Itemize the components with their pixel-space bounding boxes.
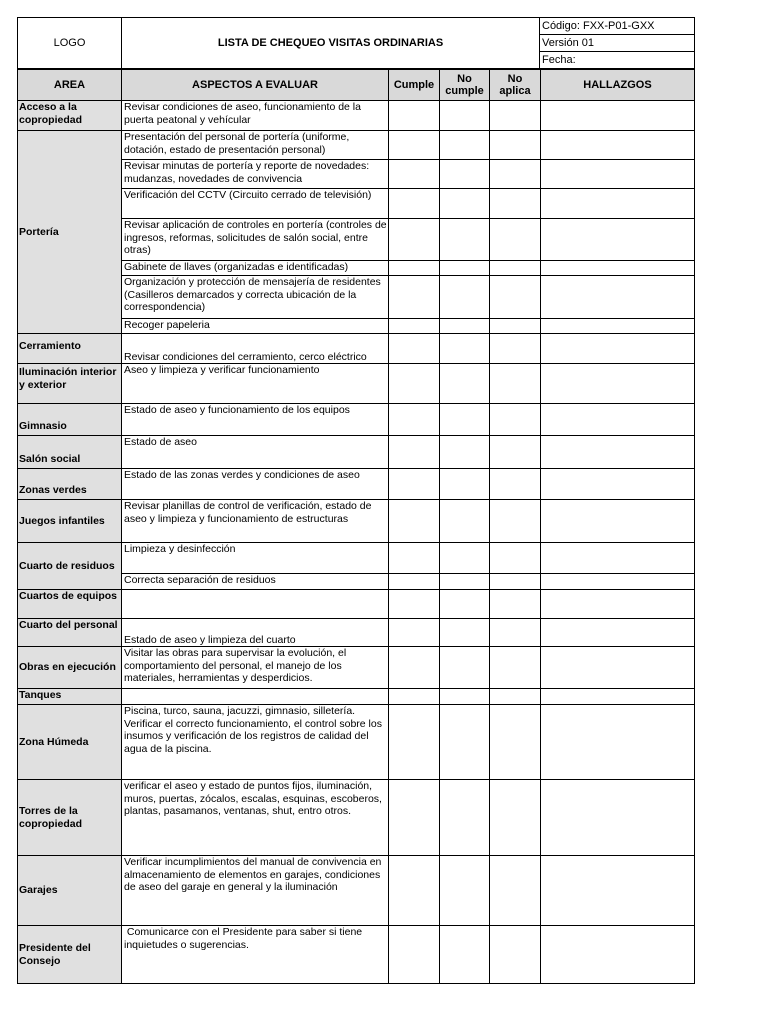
no-aplica-cell[interactable]: [490, 101, 541, 131]
no-cumple-cell[interactable]: [440, 364, 490, 404]
area-juegos-infantiles: Juegos infantiles: [18, 500, 122, 543]
area-zona-humeda: Zona Húmeda: [18, 705, 122, 780]
aspect-porteria-1: Presentación del personal de portería (uniforme, dotación, estado de presentación personal): [122, 131, 389, 160]
aspect-cerramiento-1: Revisar condiciones del cerramiento, cerco eléctrico: [122, 334, 389, 364]
no-aplica-cell[interactable]: [490, 689, 541, 705]
hallazgos-cell[interactable]: [541, 334, 695, 364]
no-aplica-cell[interactable]: [490, 926, 541, 984]
no-aplica-cell[interactable]: [490, 500, 541, 543]
hallazgos-cell[interactable]: [541, 469, 695, 500]
no-cumple-cell[interactable]: [440, 436, 490, 469]
table-row: [18, 780, 695, 856]
hallazgos-cell[interactable]: [541, 926, 695, 984]
hallazgos-cell[interactable]: [541, 131, 695, 160]
no-cumple-cell[interactable]: [440, 705, 490, 780]
no-cumple-cell[interactable]: [440, 590, 490, 619]
logo-placeholder: LOGO: [18, 18, 122, 69]
table-row: [18, 469, 695, 500]
hallazgos-cell[interactable]: [541, 856, 695, 926]
no-aplica-cell[interactable]: [490, 334, 541, 364]
no-aplica-cell[interactable]: [490, 219, 541, 261]
table-row: [18, 364, 695, 404]
aspect-torres-1: verificar el aseo y estado de puntos fijos, iluminación, muros, puertas, zócalos, escalas, esquinas, escoberos, plantas, pasamanos, ventanas, shut, entro otros.: [122, 780, 389, 856]
cumple-cell[interactable]: [389, 647, 440, 689]
no-aplica-cell[interactable]: [490, 364, 541, 404]
hallazgos-cell[interactable]: [541, 619, 695, 647]
area-garajes: Garajes: [18, 856, 122, 926]
hallazgos-cell[interactable]: [541, 689, 695, 705]
hallazgos-cell[interactable]: [541, 404, 695, 436]
no-cumple-cell[interactable]: [440, 160, 490, 189]
no-cumple-cell[interactable]: [440, 689, 490, 705]
hallazgos-cell[interactable]: [541, 543, 695, 574]
area-cuarto-residuos: Cuarto de residuos: [18, 543, 122, 590]
cumple-cell[interactable]: [389, 469, 440, 500]
aspect-porteria-6: Organización y protección de mensajería de residentes (Casilleros demarcados y correcta ubicación de la correspondencia): [122, 276, 389, 319]
col-header-hallazgos: HALLAZGOS: [541, 70, 695, 101]
hallazgos-cell[interactable]: [541, 574, 695, 590]
hallazgos-cell[interactable]: [541, 276, 695, 319]
no-aplica-cell[interactable]: [490, 574, 541, 590]
hallazgos-cell[interactable]: [541, 319, 695, 334]
aspect-salon-1: Estado de aseo: [122, 436, 389, 469]
no-cumple-cell[interactable]: [440, 101, 490, 131]
no-cumple-cell[interactable]: [440, 404, 490, 436]
table-row: [18, 926, 695, 984]
table-row: [18, 705, 695, 780]
no-cumple-cell[interactable]: [440, 619, 490, 647]
cumple-cell[interactable]: [389, 500, 440, 543]
area-cerramiento: Cerramiento: [18, 334, 122, 364]
hallazgos-cell[interactable]: [541, 261, 695, 276]
cumple-cell[interactable]: [389, 619, 440, 647]
area-zonas-verdes: Zonas verdes: [18, 469, 122, 500]
no-aplica-cell[interactable]: [490, 131, 541, 160]
table-row: [18, 619, 695, 647]
area-cuartos-equipos: Cuartos de equipos: [18, 590, 122, 619]
table-row: [18, 590, 695, 619]
table-row: [18, 500, 695, 543]
aspect-porteria-4: Revisar aplicación de controles en portería (controles de ingresos, reformas, solicitudes de salón social, entre otras): [122, 219, 389, 261]
table-header-row: [18, 70, 695, 101]
cumple-cell[interactable]: [389, 364, 440, 404]
no-cumple-cell[interactable]: [440, 219, 490, 261]
no-cumple-cell[interactable]: [440, 500, 490, 543]
aspect-obras-1: Visitar las obras para supervisar la evolución, el comportamiento del personal, el manejo de los materiales, herramientas y desperdicios.: [122, 647, 389, 689]
col-header-cumple: Cumple: [389, 70, 440, 101]
no-aplica-cell[interactable]: [490, 705, 541, 780]
col-header-no-cumple: No cumple: [440, 70, 490, 101]
cumple-cell[interactable]: [389, 856, 440, 926]
cumple-cell[interactable]: [389, 780, 440, 856]
table-row: [18, 543, 695, 574]
cumple-cell[interactable]: [389, 334, 440, 364]
cumple-cell[interactable]: [389, 261, 440, 276]
hallazgos-cell[interactable]: [541, 590, 695, 619]
no-aplica-cell[interactable]: [490, 780, 541, 856]
table-row: [18, 334, 695, 364]
no-cumple-cell[interactable]: [440, 543, 490, 574]
document-title: LISTA DE CHEQUEO VISITAS ORDINARIAS: [122, 18, 540, 69]
area-obras-ejecucion: Obras en ejecución: [18, 647, 122, 689]
aspect-porteria-7: Recoger papeleria: [122, 319, 389, 334]
no-cumple-cell[interactable]: [440, 189, 490, 219]
cumple-cell[interactable]: [389, 160, 440, 189]
aspect-acceso-1: Revisar condiciones de aseo, funcionamiento de la puerta peatonal y vehícular: [122, 101, 389, 131]
aspect-zonas-verdes-1: Estado de las zonas verdes y condiciones de aseo: [122, 469, 389, 500]
cumple-cell[interactable]: [389, 319, 440, 334]
hallazgos-cell[interactable]: [541, 364, 695, 404]
area-porteria: Portería: [18, 131, 122, 334]
table-row: [18, 404, 695, 436]
aspect-iluminacion-1: Aseo y limpieza y verificar funcionamiento: [122, 364, 389, 404]
col-header-no-aplica: No aplica: [490, 70, 541, 101]
no-cumple-cell[interactable]: [440, 276, 490, 319]
area-iluminacion: Iluminación interior y exterior: [18, 364, 122, 404]
no-cumple-cell[interactable]: [440, 574, 490, 590]
hallazgos-cell[interactable]: [541, 647, 695, 689]
table-row: [18, 131, 695, 160]
col-header-area: AREA: [18, 70, 122, 101]
aspect-tanques-empty: [122, 689, 389, 705]
hallazgos-cell[interactable]: [541, 219, 695, 261]
no-cumple-cell[interactable]: [440, 856, 490, 926]
no-cumple-cell[interactable]: [440, 780, 490, 856]
area-presidente-consejo: Presidente del Consejo: [18, 926, 122, 984]
area-tanques: Tanques: [18, 689, 122, 705]
no-aplica-cell[interactable]: [490, 404, 541, 436]
area-gimnasio: Gimnasio: [18, 404, 122, 436]
cumple-cell[interactable]: [389, 189, 440, 219]
no-cumple-cell[interactable]: [440, 261, 490, 276]
no-aplica-cell[interactable]: [490, 856, 541, 926]
area-cuarto-personal: Cuarto del personal: [18, 619, 122, 647]
no-cumple-cell[interactable]: [440, 131, 490, 160]
cumple-cell[interactable]: [389, 101, 440, 131]
no-aplica-cell[interactable]: [490, 436, 541, 469]
no-cumple-cell[interactable]: [440, 319, 490, 334]
no-aplica-cell[interactable]: [490, 590, 541, 619]
aspect-personal-1: Estado de aseo y limpieza del cuarto: [122, 619, 389, 647]
cumple-cell[interactable]: [389, 131, 440, 160]
aspect-equipos-empty: [122, 590, 389, 619]
aspect-gimnasio-1: Estado de aseo y funcionamiento de los equipos: [122, 404, 389, 436]
aspect-garajes-1: Verificar incumplimientos del manual de convivencia en almacenamiento de elementos en garajes, condiciones de aseo del garaje en general y la iluminación: [122, 856, 389, 926]
area-torres: Torres de la copropiedad: [18, 780, 122, 856]
area-acceso: Acceso a la copropiedad: [18, 101, 122, 131]
no-cumple-cell[interactable]: [440, 469, 490, 500]
no-cumple-cell[interactable]: [440, 334, 490, 364]
table-row: [18, 647, 695, 689]
aspect-residuos-1: Limpieza y desinfección: [122, 543, 389, 574]
no-aplica-cell[interactable]: [490, 647, 541, 689]
cumple-cell[interactable]: [389, 219, 440, 261]
hallazgos-cell[interactable]: [541, 500, 695, 543]
table-row: [18, 101, 695, 131]
no-aplica-cell[interactable]: [490, 319, 541, 334]
col-header-aspectos: ASPECTOS A EVALUAR: [122, 70, 389, 101]
checklist-table: [17, 69, 695, 984]
aspect-porteria-2: Revisar minutas de portería y reporte de novedades: mudanzas, novedades de convivencia: [122, 160, 389, 189]
cumple-cell[interactable]: [389, 574, 440, 590]
no-aplica-cell[interactable]: [490, 619, 541, 647]
document-header: [17, 17, 695, 69]
no-aplica-cell[interactable]: [490, 276, 541, 319]
hallazgos-cell[interactable]: [541, 101, 695, 131]
cumple-cell[interactable]: [389, 590, 440, 619]
aspect-presidente-1: Comunicarce con el Presidente para saber si tiene inquietudes o sugerencias.: [122, 926, 389, 984]
area-salon-social: Salón social: [18, 436, 122, 469]
hallazgos-cell[interactable]: [541, 705, 695, 780]
no-aplica-cell[interactable]: [490, 261, 541, 276]
document-code: Código: FXX-P01-GXX: [540, 18, 695, 35]
no-cumple-cell[interactable]: [440, 647, 490, 689]
cumple-cell[interactable]: [389, 436, 440, 469]
hallazgos-cell[interactable]: [541, 780, 695, 856]
cumple-cell[interactable]: [389, 543, 440, 574]
cumple-cell[interactable]: [389, 404, 440, 436]
no-cumple-cell[interactable]: [440, 926, 490, 984]
cumple-cell[interactable]: [389, 926, 440, 984]
no-aplica-cell[interactable]: [490, 189, 541, 219]
table-row: [18, 856, 695, 926]
no-aplica-cell[interactable]: [490, 469, 541, 500]
hallazgos-cell[interactable]: [541, 160, 695, 189]
hallazgos-cell[interactable]: [541, 189, 695, 219]
aspect-porteria-5: Gabinete de llaves (organizadas e identificadas): [122, 261, 389, 276]
document-date-field[interactable]: Fecha:: [540, 52, 695, 69]
table-row: [18, 689, 695, 705]
table-row: [18, 436, 695, 469]
cumple-cell[interactable]: [389, 276, 440, 319]
aspect-porteria-3: Verificación del CCTV (Circuito cerrado de televisión): [122, 189, 389, 219]
aspect-juegos-1: Revisar planillas de control de verificación, estado de aseo y limpieza y funcionamiento de estructuras: [122, 500, 389, 543]
cumple-cell[interactable]: [389, 705, 440, 780]
aspect-residuos-2: Correcta separación de residuos: [122, 574, 389, 590]
document-version: Versión 01: [540, 35, 695, 52]
aspect-zona-humeda-1: Piscina, turco, sauna, jacuzzi, gimnasio, silletería. Verificar el correcto funcionamiento, el control sobre los insumos y verificación de los registros de calidad del agua de la piscina.: [122, 705, 389, 780]
cumple-cell[interactable]: [389, 689, 440, 705]
hallazgos-cell[interactable]: [541, 436, 695, 469]
no-aplica-cell[interactable]: [490, 160, 541, 189]
no-aplica-cell[interactable]: [490, 543, 541, 574]
